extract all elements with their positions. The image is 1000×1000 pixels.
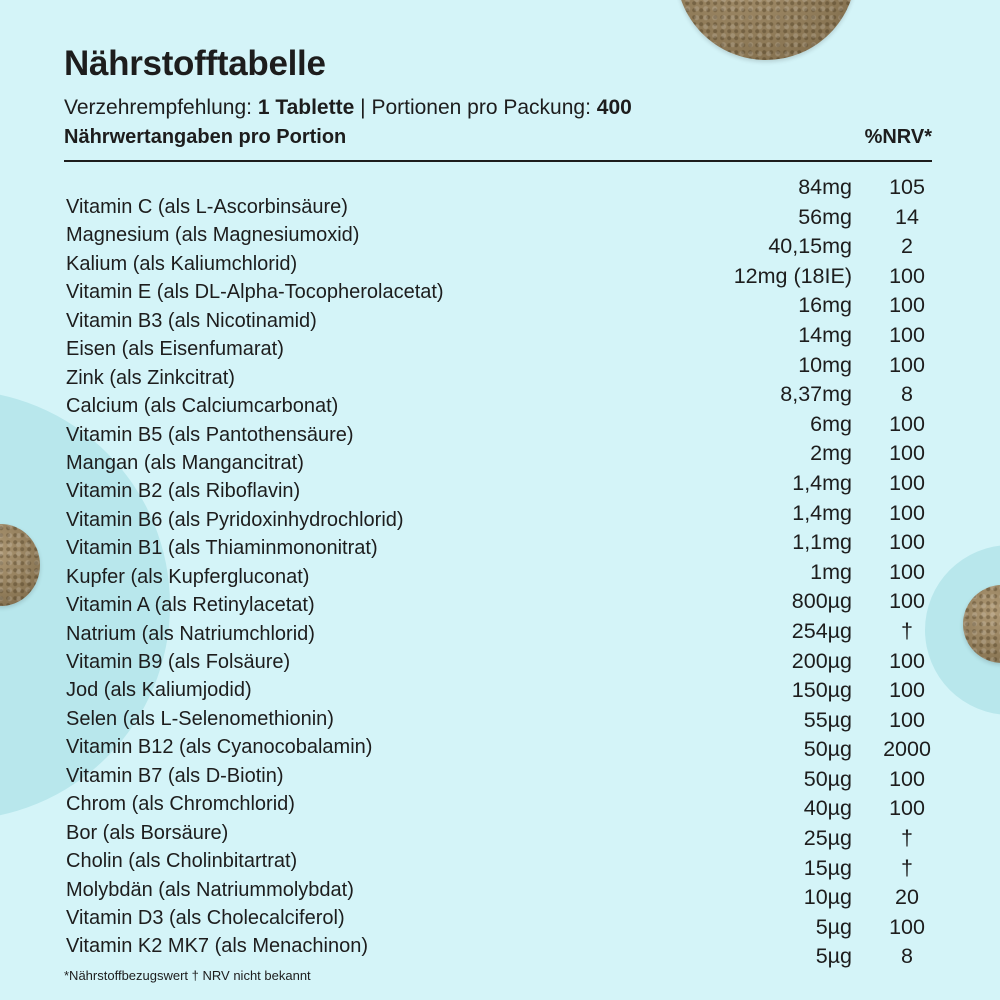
nutrient-name: Calcium (als Calciumcarbonat) xyxy=(66,395,339,418)
nutrient-amount: 2mg xyxy=(810,441,852,466)
nutrient-nrv: 100 xyxy=(889,470,925,495)
nutrient-amount: 8,37mg xyxy=(780,382,852,407)
nutrient-name: Vitamin C (als L-Ascorbinsäure) xyxy=(66,196,348,218)
nutrient-name: Kalium (als Kaliumchlorid) xyxy=(66,252,298,275)
nutrient-nrv: 100 xyxy=(889,914,925,939)
nutrient-name: Jod (als Kaliumjodid) xyxy=(66,679,252,702)
nutrient-nrv: 8 xyxy=(901,944,913,969)
nutrient-nrv: 100 xyxy=(889,766,925,791)
nutrient-name: Vitamin B7 (als D-Biotin) xyxy=(66,764,284,787)
nutrient-amount: 10µg xyxy=(803,885,852,910)
nutrient-amount: 84mg xyxy=(798,175,852,199)
nutrient-amount: 5µg xyxy=(815,914,852,939)
nutrient-nrv: 2000 xyxy=(883,737,931,762)
nutrient-name: Vitamin B6 (als Pyridoxinhydrochlorid) xyxy=(66,508,404,531)
nutrient-nrv-column xyxy=(872,173,942,972)
nutrient-name: Chrom (als Chromchlorid) xyxy=(66,793,295,816)
table-header-nutrients: Nährwertangaben pro Portion xyxy=(64,126,347,148)
nutrient-amount: 1,4mg xyxy=(792,470,852,495)
nutrient-amount: 1,4mg xyxy=(792,500,852,525)
nutrient-nrv: † xyxy=(901,855,913,880)
nutrient-nrv: 2 xyxy=(901,234,913,259)
nutrient-amounts-column xyxy=(700,173,852,972)
nutrient-amount: 5µg xyxy=(815,944,852,969)
portions-value: 400 xyxy=(596,96,632,119)
nutrient-name: Selen (als L-Selenomethionin) xyxy=(66,707,334,730)
nutrient-amount: 15µg xyxy=(803,855,852,880)
nutrient-name: Vitamin B3 (als Nicotinamid) xyxy=(66,309,317,332)
nutrient-nrv: 100 xyxy=(889,263,925,288)
nutrient-nrv: 100 xyxy=(889,530,925,555)
nutrient-nrv: 100 xyxy=(889,707,925,732)
nutrient-amount: 16mg xyxy=(798,293,852,318)
nutrient-amount: 10mg xyxy=(798,352,852,377)
table-header xyxy=(64,126,932,162)
nutrient-amount: 14mg xyxy=(798,322,852,347)
nutrient-name: Vitamin B9 (als Folsäure) xyxy=(66,651,291,673)
nutrient-name: Vitamin E (als DL-Alpha-Tocopherolacetat) xyxy=(66,281,444,304)
nutrient-amount: 254µg xyxy=(791,618,852,643)
nutrient-nrv: 20 xyxy=(895,885,919,910)
dose-label: Verzehrempfehlung: xyxy=(64,96,252,119)
nutrient-amount: 56mg xyxy=(798,204,852,229)
nutrient-amount: 6mg xyxy=(810,411,852,436)
nutrient-name: Vitamin B12 (als Cyanocobalamin) xyxy=(66,736,373,759)
nutrient-amount: 50µg xyxy=(803,766,852,791)
nutrient-nrv: † xyxy=(901,618,913,643)
nutrient-nrv: 100 xyxy=(889,411,925,436)
dose-value: 1 Tablette xyxy=(257,96,355,119)
footnote: *Nährstoffbezugswert † NRV nicht bekannt xyxy=(64,968,311,983)
nutrient-nrv: 14 xyxy=(895,204,919,229)
header-divider xyxy=(64,160,932,162)
nutrient-nrv: 100 xyxy=(889,796,925,821)
serving-info xyxy=(64,96,632,120)
nutrient-name: Vitamin K2 MK7 (als Menachinon) xyxy=(66,935,368,958)
nutrient-amount: 150µg xyxy=(791,678,852,703)
nutrient-nrv: 100 xyxy=(889,678,925,703)
nutrient-amount: 1mg xyxy=(810,559,852,584)
nutrient-nrv: 100 xyxy=(889,441,925,466)
portions-label: Portionen pro Packung: xyxy=(371,96,591,119)
nutrient-name: Eisen (als Eisenfumarat) xyxy=(66,338,284,361)
nutrient-nrv: 100 xyxy=(889,500,925,525)
nutrient-amount: 800µg xyxy=(791,589,852,614)
nutrient-name: Bor (als Borsäure) xyxy=(66,821,229,844)
nutrient-name: Molybdän (als Natriummolybdat) xyxy=(66,878,354,901)
nutrient-nrv: 105 xyxy=(889,175,925,199)
nutrient-name: Vitamin B1 (als Thiaminmononitrat) xyxy=(66,537,378,560)
tablet-image-top xyxy=(676,0,856,60)
nutrient-amount: 55µg xyxy=(803,707,852,732)
nutrient-name: Cholin (als Cholinbitartrat) xyxy=(66,850,298,873)
nutrient-amount: 25µg xyxy=(803,826,852,851)
page-title: Nährstofftabelle xyxy=(64,44,326,83)
nutrient-nrv: 100 xyxy=(889,322,925,347)
nutrient-name: Vitamin B5 (als Pantothensäure) xyxy=(66,423,354,446)
table-header-nrv: %NRV* xyxy=(864,126,932,148)
nutrient-amount: 40µg xyxy=(803,796,852,821)
nutrient-amount: 40,15mg xyxy=(768,234,852,259)
nutrient-nrv: 8 xyxy=(901,382,913,407)
nutrient-name: Natrium (als Natriumchlorid) xyxy=(66,622,315,645)
nutrient-names-column xyxy=(66,193,444,961)
nutrient-nrv: 100 xyxy=(889,589,925,614)
nutrient-nrv: † xyxy=(901,826,913,851)
nutrient-nrv: 100 xyxy=(889,648,925,673)
nutrient-amount: 50µg xyxy=(803,737,852,762)
nutrient-name: Vitamin B2 (als Riboflavin) xyxy=(66,480,301,503)
nutrient-name: Kupfer (als Kupfergluconat) xyxy=(66,565,310,588)
nutrient-amount: 200µg xyxy=(791,648,852,673)
nutrient-name: Vitamin D3 (als Cholecalciferol) xyxy=(66,906,345,929)
nutrient-name: Magnesium (als Magnesiumoxid) xyxy=(66,224,360,247)
nutrient-nrv: 100 xyxy=(889,293,925,318)
nutrient-nrv: 100 xyxy=(889,352,925,377)
nutrient-name: Vitamin A (als Retinylacetat) xyxy=(66,594,315,617)
nutrient-nrv: 100 xyxy=(889,559,925,584)
nutrient-amount: 1,1mg xyxy=(792,530,852,555)
nutrient-name: Zink (als Zinkcitrat) xyxy=(66,366,235,389)
nutrient-amount: 12mg (18IE) xyxy=(733,263,852,288)
nutrient-name: Mangan (als Mangancitrat) xyxy=(66,451,304,474)
separator: | xyxy=(360,96,366,119)
